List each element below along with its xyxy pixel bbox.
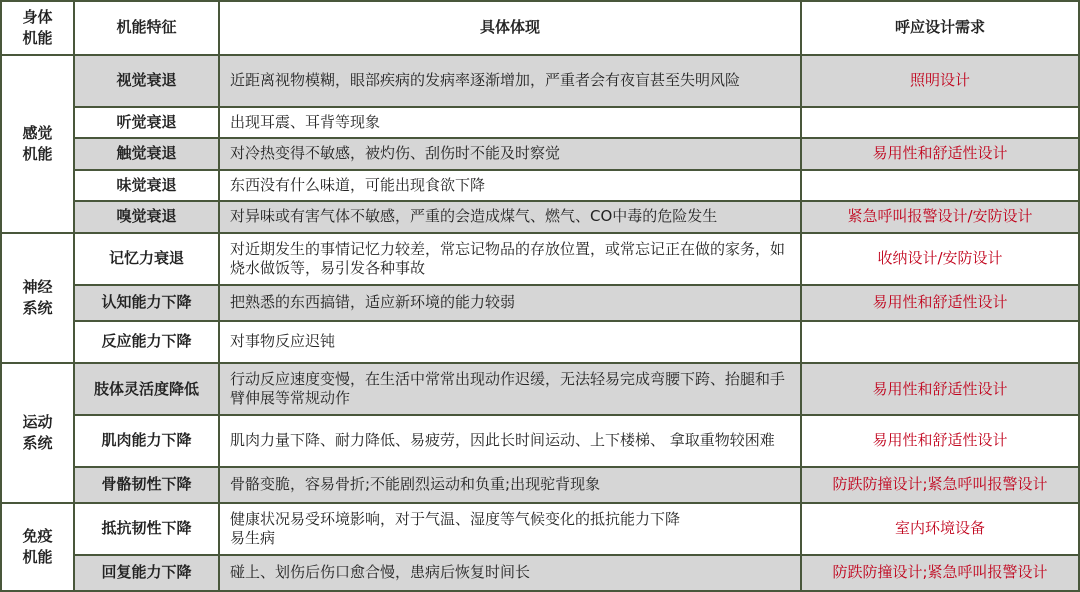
- feature-cell: 反应能力下降: [75, 322, 218, 362]
- category-label: 运动 系统: [22, 413, 53, 453]
- design-cell: [802, 108, 1078, 137]
- feature-cell: 抵抗韧性下降: [75, 504, 218, 554]
- table-row: [2, 416, 1078, 466]
- feature-cell: 嗅觉衰退: [75, 202, 218, 232]
- design-cell: 防跌防撞设计;紧急呼叫报警设计: [802, 556, 1078, 590]
- design-cell: 易用性和舒适性设计: [802, 139, 1078, 169]
- manifestation-cell: 对冷热变得不敏感，被灼伤、刮伤时不能及时察觉: [220, 139, 800, 169]
- feature-cell: 听觉衰退: [75, 108, 218, 137]
- feature-cell: 味觉衰退: [75, 171, 218, 200]
- feature-cell: 触觉衰退: [75, 139, 218, 169]
- design-cell: 易用性和舒适性设计: [802, 364, 1078, 414]
- manifestation-cell: 东西没有什么味道，可能出现食欲下降: [220, 171, 800, 200]
- header-row: [2, 2, 1078, 54]
- table-row: [2, 171, 1078, 200]
- manifestation-cell: 碰上、划伤后伤口愈合慢，患病后恢复时间长: [220, 556, 800, 590]
- manifestation-cell: 对近期发生的事情记忆力较差，常忘记物品的存放位置，或常忘记正在做的家务，如烧水做饭等，易引发各种事故: [220, 234, 800, 284]
- feature-cell: 回复能力下降: [75, 556, 218, 590]
- header-feature: 机能特征: [75, 2, 218, 54]
- manifestation-cell: 骨骼变脆，容易骨折;不能剧烈运动和负重;出现驼背现象: [220, 468, 800, 502]
- header-category: [2, 2, 73, 54]
- manifestation-cell: 近距离视物模糊，眼部疾病的发病率逐渐增加，严重者会有夜盲甚至失明风险: [220, 56, 800, 106]
- category-cell: [2, 364, 73, 502]
- feature-cell: 视觉衰退: [75, 56, 218, 106]
- feature-cell: 记忆力衰退: [75, 234, 218, 284]
- category-label: 感觉 机能: [22, 123, 53, 163]
- manifestation-cell: 肌肉力量下降、耐力降低、易疲劳，因此长时间运动、上下楼梯、 拿取重物较困难: [220, 416, 800, 466]
- header-manifestation: 具体体现: [220, 2, 800, 54]
- table-row: [2, 364, 1078, 414]
- category-cell: [2, 504, 73, 590]
- table-row: [2, 286, 1078, 320]
- design-cell: 收纳设计/安防设计: [802, 234, 1078, 284]
- feature-cell: 肌肉能力下降: [75, 416, 218, 466]
- manifestation-cell: 把熟悉的东西搞错，适应新环境的能力较弱: [220, 286, 800, 320]
- design-cell: 室内环境设备: [802, 504, 1078, 554]
- design-cell: 易用性和舒适性设计: [802, 416, 1078, 466]
- manifestation-cell: 行动反应速度变慢，在生活中常常出现动作迟缓，无法轻易完成弯腰下跨、抬腿和手臂伸展等常规动作: [220, 364, 800, 414]
- table-row: [2, 139, 1078, 169]
- design-cell: [802, 322, 1078, 362]
- table-row: [2, 202, 1078, 232]
- feature-cell: 骨骼韧性下降: [75, 468, 218, 502]
- table-row: [2, 468, 1078, 502]
- category-cell: [2, 56, 73, 232]
- category-label: 神经 系统: [22, 278, 53, 317]
- table-row: [2, 234, 1078, 284]
- table-row: [2, 504, 1078, 554]
- table-row: [2, 108, 1078, 137]
- manifestation-cell: 健康状况易受环境影响，对于气温、湿度等气候变化的抵抗能力下降 易生病: [220, 504, 800, 554]
- manifestation-cell: 对事物反应迟钝: [220, 322, 800, 362]
- header-design: 呼应设计需求: [802, 2, 1078, 54]
- category-cell: [2, 234, 73, 362]
- design-cell: 防跌防撞设计;紧急呼叫报警设计: [802, 468, 1078, 502]
- design-cell: 照明设计: [802, 56, 1078, 106]
- feature-cell: 认知能力下降: [75, 286, 218, 320]
- category-label: 免疫 机能: [22, 526, 53, 566]
- table-row: [2, 56, 1078, 106]
- table-row: [2, 322, 1078, 362]
- manifestation-cell: 对异味或有害气体不敏感，严重的会造成煤气、燃气、CO中毒的危险发生: [220, 202, 800, 232]
- design-cell: 易用性和舒适性设计: [802, 286, 1078, 320]
- feature-cell: 肢体灵活度降低: [75, 364, 218, 414]
- table-row: [2, 556, 1078, 590]
- design-cell: [802, 171, 1078, 200]
- header-category-label: 身体 机能: [22, 7, 53, 47]
- manifestation-cell: 出现耳震、耳背等现象: [220, 108, 800, 137]
- design-cell: 紧急呼叫报警设计/安防设计: [802, 202, 1078, 232]
